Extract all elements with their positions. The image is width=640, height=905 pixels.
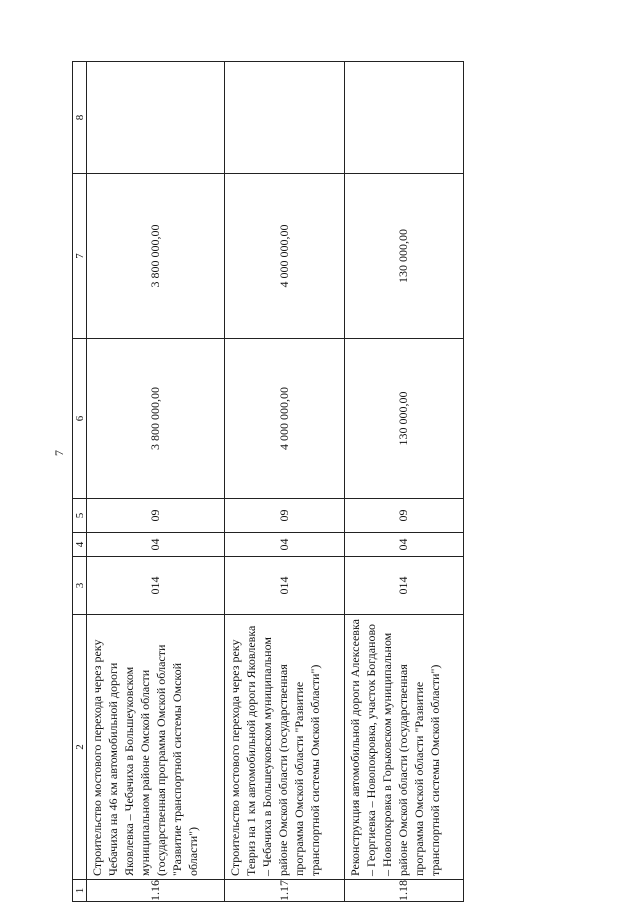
cell-col8 xyxy=(87,62,225,174)
row-number: 1.17 xyxy=(225,880,344,902)
header-cell: 3 xyxy=(73,557,87,615)
cell-col6-amount: 130 000,00 xyxy=(344,339,463,499)
header-cell: 2 xyxy=(73,615,87,880)
table-frame xyxy=(72,62,464,902)
cell-col3: 014 xyxy=(225,557,344,615)
budget-table xyxy=(72,61,464,902)
cell-col6-amount: 3 800 000,00 xyxy=(87,339,225,499)
cell-col6-amount: 4 000 000,00 xyxy=(225,339,344,499)
cell-col5: 09 xyxy=(344,499,463,533)
table-row xyxy=(87,62,225,902)
page-number: 7 xyxy=(52,450,66,456)
cell-col7-amount: 4 000 000,00 xyxy=(225,174,344,339)
cell-col8 xyxy=(344,62,463,174)
cell-col7-amount: 3 800 000,00 xyxy=(87,174,225,339)
header-cell: 5 xyxy=(73,499,87,533)
cell-col4: 04 xyxy=(344,533,463,557)
table-row xyxy=(344,62,463,902)
header-cell: 6 xyxy=(73,339,87,499)
header-cell: 8 xyxy=(73,62,87,174)
cell-col4: 04 xyxy=(87,533,225,557)
row-description: Строительство мостового перехода через реку Тевриз на 1 км автомобильной дороги Яковлевка – Чебачиха в Большеуковском муниципальном районе Омской области (государственная программа Омской области "Развитие транспортной системы Омской области") xyxy=(225,615,344,880)
header-cell: 4 xyxy=(73,533,87,557)
header-cell: 1 xyxy=(73,880,87,902)
landscape-table-container xyxy=(72,62,464,902)
cell-col8 xyxy=(225,62,344,174)
row-number: 1.18 xyxy=(344,880,463,902)
cell-col4: 04 xyxy=(225,533,344,557)
row-number: 1.16 xyxy=(87,880,225,902)
cell-col5: 09 xyxy=(87,499,225,533)
header-cell: 7 xyxy=(73,174,87,339)
table-row xyxy=(225,62,344,902)
row-description: Строительство мостового перехода через реку Чебачиха на 46 км автомобильной дороги Яковлевка – Чебачиха в Большеуковском муниципальном районе Омской области (государственная программа Омской области "Развитие транспортной системы Омской области") xyxy=(87,615,225,880)
cell-col7-amount: 130 000,00 xyxy=(344,174,463,339)
cell-col5: 09 xyxy=(225,499,344,533)
cell-col3: 014 xyxy=(87,557,225,615)
cell-col3: 014 xyxy=(344,557,463,615)
row-description: Реконструкция автомобильной дороги Алексеевка – Георгиевка – Новопокровка, участок Богданово – Новопокровка в Горьковском муниципальном районе Омской области (государственная программа Омской области "Развитие транспортной системы Омской области") xyxy=(344,615,463,880)
table-header-row xyxy=(73,62,87,902)
